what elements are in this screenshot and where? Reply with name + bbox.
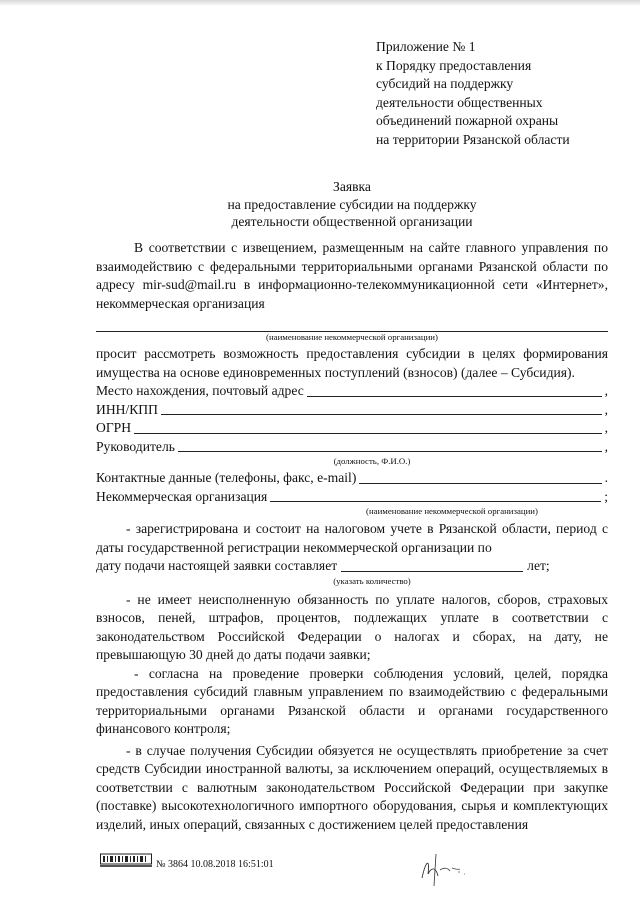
years-label: дату подачи настоящей заявки составляет xyxy=(96,558,338,573)
document-title: Заявка xyxy=(333,179,371,194)
years-row xyxy=(96,557,608,576)
obligation-paragraph: - в случае получения Субсидии обязуется не осуществлять приобретение за счет средств Субсидии иностранной валюты, за исключением операций, осуществляемых в соответствии с валютным законодательством Российской Федерации при закупке (поставке) высокотехнологичного импортного оборудования, сырья и комплектующих изделий, иных операций, связанных с достижением целей предоставления xyxy=(96,742,608,832)
contacts-row xyxy=(96,469,608,488)
punct: ; xyxy=(604,488,608,504)
count-caption: (указать количество) xyxy=(333,575,411,586)
inn-row xyxy=(96,401,608,420)
ogrn-blank xyxy=(134,432,602,434)
ogrn-row xyxy=(96,419,608,438)
address-blank xyxy=(307,395,602,397)
org-label: Некоммерческая организация xyxy=(96,488,268,504)
registered-paragraph: - зарегистрирована и состоит на налоговом учете в Рязанской области, период с даты государственной регистрации некоммерческой организации по xyxy=(96,521,608,555)
org-caption: (наименование некоммерческой организации) xyxy=(366,506,538,516)
punct: , xyxy=(604,401,608,417)
punct: , xyxy=(604,420,608,435)
address-row xyxy=(96,382,608,401)
head-blank xyxy=(178,450,602,452)
appendix-line: Приложение № 1 xyxy=(376,39,476,54)
appendix-header xyxy=(376,38,626,149)
contacts-label: Контактные данные (телефоны, факс, e-mail) xyxy=(96,470,357,485)
years-unit: лет; xyxy=(527,558,550,573)
agree-paragraph: - согласна на проведение проверки соблюдения условий, целей, порядка предоставления субсидий главным управлением по взаимодействию с федеральными территориальными органами Рязанской области и органами государственного финансового контроля; xyxy=(96,665,608,736)
appendix-line: субсидий на поддержку xyxy=(376,76,514,91)
years-blank xyxy=(341,570,523,572)
ogrn-label: ОГРН xyxy=(96,420,132,435)
document-footer xyxy=(0,848,640,905)
head-caption: (должность, Ф.И.О.) xyxy=(333,456,411,466)
no-debt-paragraph: - не имеет неисполненную обязанность по уплате налогов, сборов, страховых взносов, пеней, штрафов, процентов, подлежащих уплате в соответствии с законодательством Российской Федерации о налогах и сборах, на дату, не превышающую 30 дней до даты подачи заявки; xyxy=(96,591,608,662)
org-name-line xyxy=(96,319,608,332)
registration-stamp: № 3864 10.08.2018 16:51:01 xyxy=(156,859,274,870)
address-label: Место нахождения, почтовый адрес xyxy=(96,383,304,398)
scan-top-edge xyxy=(0,0,640,6)
punct: . xyxy=(604,470,608,485)
signature-icon xyxy=(414,848,484,888)
appendix-line: на территории Рязанской области xyxy=(376,131,570,147)
appendix-line: к Порядку предоставления xyxy=(376,57,532,73)
appendix-line: деятельности общественных xyxy=(376,94,543,110)
document-body xyxy=(96,239,608,834)
org-blank xyxy=(270,500,601,502)
registry-stamp-icon xyxy=(100,852,152,868)
punct: , xyxy=(604,383,608,398)
intro-paragraph: В соответствии с извещением, размещенным на сайте главного управления по взаимодействию с федеральными территориальными органами Рязанской области по адресу mir-sud@mail.ru в информационно-телекоммуникационной сети «Интернет», некоммерческая организация xyxy=(96,240,608,311)
org-name-caption: (наименование некоммерческой организации) xyxy=(266,332,438,342)
inn-blank xyxy=(161,413,602,415)
document-title-block xyxy=(96,178,608,231)
document-subtitle: деятельности общественной организации xyxy=(231,214,473,229)
org-row xyxy=(96,488,608,507)
head-row xyxy=(96,438,608,457)
punct: , xyxy=(604,438,608,454)
request-paragraph: просит рассмотреть возможность предоставления субсидии в целях формирования имущества на основе единовременных поступлений (взносов) (далее – Субсидия). xyxy=(96,346,608,380)
document-subtitle: на предоставление субсидии на поддержку xyxy=(227,196,477,212)
contacts-blank xyxy=(359,482,601,484)
inn-label: ИНН/КПП xyxy=(96,401,158,417)
head-label: Руководитель xyxy=(96,438,175,454)
appendix-line: объединений пожарной охраны xyxy=(376,113,559,128)
